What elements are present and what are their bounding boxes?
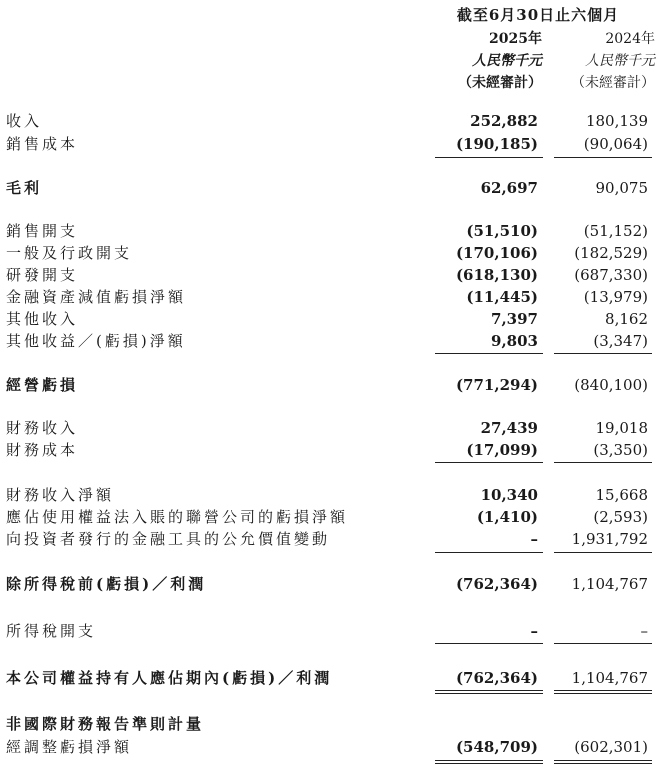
row-label: 財務成本 — [6, 441, 79, 459]
row-label: 銷售成本 — [6, 135, 79, 153]
value-2025: – — [530, 622, 538, 640]
row-label: 財務收入淨額 — [6, 486, 115, 504]
row-selling-expenses — [0, 220, 660, 242]
value-2025: (618,130) — [455, 266, 538, 284]
row-finance-income — [0, 417, 660, 439]
period-heading: 截至6月30日止六個月 — [456, 6, 620, 24]
double-rule — [435, 690, 543, 691]
value-2025: 10,340 — [480, 486, 538, 504]
rule — [435, 552, 543, 553]
row-label: 其他收入 — [6, 310, 79, 328]
value-2025: (51,510) — [466, 222, 538, 240]
row-label: 經調整虧損淨額 — [6, 738, 133, 756]
rule — [554, 643, 652, 644]
rule — [554, 157, 652, 158]
value-2025: 252,882 — [470, 112, 538, 130]
row-label: 銷售開支 — [6, 222, 79, 240]
row-other-gains-losses — [0, 330, 660, 352]
row-label: 毛利 — [6, 179, 43, 197]
col1-audit: （未經審計） — [458, 75, 542, 91]
row-rd-expenses — [0, 264, 660, 286]
row-gross-profit — [0, 177, 660, 199]
rule — [554, 552, 652, 553]
rule — [554, 462, 652, 463]
row-income-tax — [0, 620, 660, 642]
value-2024: (2,593) — [593, 508, 648, 526]
value-2024: 1,931,792 — [571, 530, 648, 548]
value-2024: 1,104,767 — [571, 669, 648, 687]
value-2025: 27,439 — [480, 419, 538, 437]
row-label: 收入 — [6, 112, 43, 130]
value-2025: (548,709) — [455, 738, 538, 756]
value-2024: (3,350) — [593, 441, 648, 459]
row-label: 經營虧損 — [6, 376, 79, 394]
value-2025: (11,445) — [466, 288, 538, 306]
row-other-income — [0, 308, 660, 330]
row-label: 一般及行政開支 — [6, 244, 133, 262]
col2-currency: 人民幣千元 — [585, 53, 655, 69]
value-2024: (90,064) — [583, 135, 648, 153]
value-2025: – — [530, 530, 538, 548]
value-2025: (170,106) — [455, 244, 538, 262]
row-label: 研發開支 — [6, 266, 79, 284]
row-label: 財務收入 — [6, 419, 79, 437]
double-rule — [554, 760, 652, 761]
col1-currency: 人民幣千元 — [472, 53, 542, 69]
row-net-finance-income — [0, 484, 660, 506]
row-cost-of-sales — [0, 133, 660, 155]
value-2024: 8,162 — [605, 310, 648, 328]
row-operating-loss — [0, 374, 660, 396]
double-rule — [435, 763, 543, 764]
row-profit-before-tax — [0, 573, 660, 595]
value-2024: 180,139 — [585, 112, 648, 130]
col2-audit: （未經審計） — [571, 75, 655, 91]
rule — [435, 353, 543, 354]
row-label: 除所得稅前(虧損)／利潤 — [6, 575, 207, 593]
rule — [435, 643, 543, 644]
value-2024: (3,347) — [593, 332, 648, 350]
value-2024: (51,152) — [583, 222, 648, 240]
value-2025: (1,410) — [476, 508, 538, 526]
rule — [435, 157, 543, 158]
row-label: 其他收益／(虧損)淨額 — [6, 332, 186, 350]
rule — [435, 462, 543, 463]
value-2024: – — [640, 622, 648, 640]
row-adjusted-net-loss — [0, 736, 660, 758]
row-impairment-losses — [0, 286, 660, 308]
value-2025: (762,364) — [455, 669, 538, 687]
value-2025: (771,294) — [455, 376, 538, 394]
col1-year: 2025年 — [489, 31, 542, 47]
value-2024: (840,100) — [574, 376, 648, 394]
rule — [554, 353, 652, 354]
double-rule — [435, 760, 543, 761]
double-rule — [554, 693, 652, 694]
value-2025: (762,364) — [455, 575, 538, 593]
value-2025: 62,697 — [480, 179, 538, 197]
value-2025: (17,099) — [466, 441, 538, 459]
value-2025: 7,397 — [491, 310, 538, 328]
row-label: 非國際財務報告準則計量 — [6, 715, 205, 733]
row-label: 向投資者發行的金融工具的公允價值變動 — [6, 530, 331, 548]
double-rule — [554, 690, 652, 691]
value-2024: 90,075 — [595, 179, 648, 197]
row-admin-expenses — [0, 242, 660, 264]
value-2024: (602,301) — [574, 738, 648, 756]
col2-year: 2024年 — [605, 31, 655, 47]
row-non-ifrs-heading — [0, 713, 660, 735]
value-2024: (13,979) — [583, 288, 648, 306]
double-rule — [435, 693, 543, 694]
row-label: 應佔使用權益法入賬的聯營公司的虧損淨額 — [6, 508, 349, 526]
double-rule — [554, 763, 652, 764]
value-2024: (687,330) — [574, 266, 648, 284]
row-label: 金融資產減值虧損淨額 — [6, 288, 187, 306]
row-share-of-associates — [0, 506, 660, 528]
value-2025: 9,803 — [491, 332, 538, 350]
row-finance-costs — [0, 439, 660, 461]
row-fair-value-changes — [0, 528, 660, 550]
row-label: 本公司權益持有人應佔期內(虧損)／利潤 — [6, 669, 333, 687]
value-2024: (182,529) — [574, 244, 648, 262]
row-revenue — [0, 110, 660, 132]
value-2024: 19,018 — [595, 419, 648, 437]
row-period-profit — [0, 667, 660, 689]
value-2024: 1,104,767 — [571, 575, 648, 593]
value-2025: (190,185) — [455, 135, 538, 153]
value-2024: 15,668 — [595, 486, 648, 504]
row-label: 所得稅開支 — [6, 622, 97, 640]
